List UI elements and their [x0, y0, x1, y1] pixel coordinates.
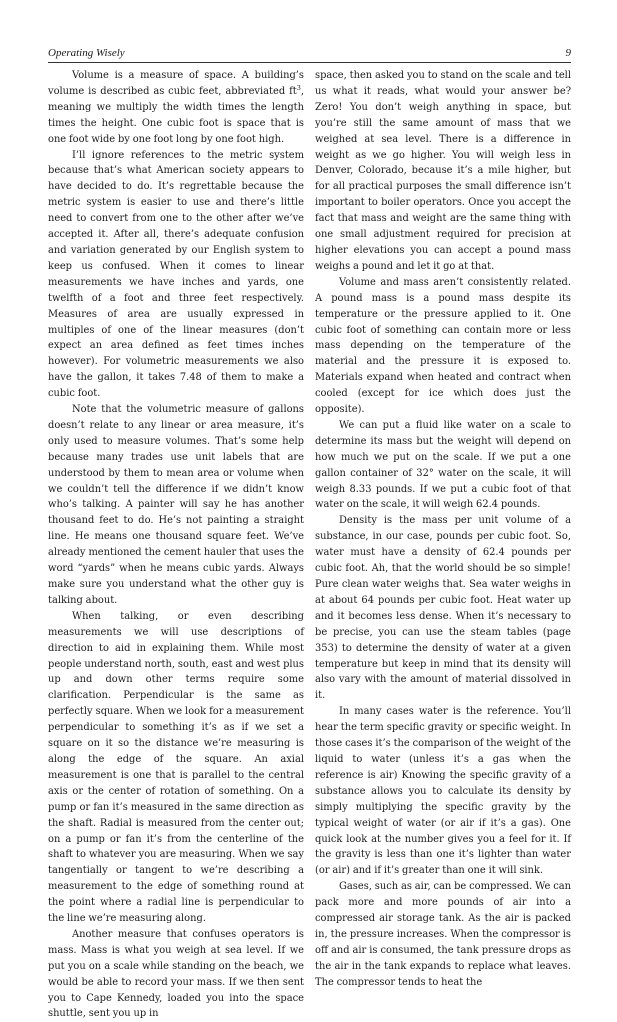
paragraph-water-on-scale: We can put a fluid like water on a scale to determine its mass but the weight will depend on how much we put on the scale. If we put a one gallon container of 32° water on the scale, it will weigh 8.33 pounds. If we put a cubic foot of that water on the scale, it will weigh 62.4 pounds.: [315, 419, 571, 511]
superscript-exponent: 3: [296, 83, 301, 92]
running-header: [48, 47, 571, 63]
header-rule: [48, 62, 571, 63]
paragraph-specific-gravity: In many cases water is the reference. You’ll hear the term specific gravity or specific weight. In those cases it’s the comparison of the weight of the liquid to water (unless it’s a gas when the reference is air) Knowing the specific gravity of a substance allows you to calculate its density by simply multiplying the specific gravity by the typical weight of water (or air if it’s a gas). One quick look at the number gives you a feel for it. If the gravity is less than one it’s lighter than water (or air) and if it’s greater than one it will sink.: [315, 706, 571, 877]
paragraph-mass-intro: Another measure that confuses operators is mass. Mass is what you weigh at sea level. If we put you on a scale while standing on the beach, we would be able to record your mass. If we then sent you to Cape Kennedy, loaded you into the space shuttle, sent you up in: [48, 928, 304, 1020]
paragraph-metric-system: I’ll ignore references to the metric system because that’s what American society appears to have decided to do. It’s regrettable because the metric system is easier to use and there’s little need to convert from one to the other after we’ve accepted it. After all, there’s adequate confusion and variation generated by our English system to keep us confused. When it comes to linear measurements we have inches and yards, one twelfth of a foot and three feet respectively. Measures of area are usually expressed in multiples of one of the linear measures (don’t expect an area defined as feet times inches however). For volumetric measurements we also have the gallon, it takes 7.48 of them to make a cubic foot.: [48, 149, 304, 400]
paragraph-density: Density is the mass per unit volume of a substance, in our case, pounds per cubic foot. So, water must have a density of 62.4 pounds per cubic foot. Ah, that the world should be so simple! Pure clean water weighs that. Sea water weighs in at about 64 pounds per cubic foot. Heat water up and it becomes less dense. When it’s necessary to be precise, you can use the steam tables (page 353) to determine the density of water at a given temperature but keep in mind that its density will also vary with the amount of material dissolved in it.: [315, 515, 571, 702]
paragraph-gallons: Note that the volumetric measure of gallons doesn’t relate to any linear or area measure, it’s only used to measure volumes. That’s some help because many trades use unit labels that are understood by them to mean area or volume when we couldn’t tell the difference if we didn’t know who’s talking. A painter will say he has another thousand feet to do. He’s not painting a straight line. He means one thousand square feet. We’ve already mentioned the cement hauler that uses the word “yards” when he means cubic yards. Always make sure you understand what the other guy is talking about.: [48, 404, 304, 606]
right-column: [315, 68, 571, 991]
paragraph-volume-definition: Volume is a measure of space. A building’s volume is described as cubic feet, abbreviated $ft^3$, meaning we multiply the width times the length times the height. One cubic foot is space that is one foot wide by one foot long by one foot high.: [48, 70, 304, 145]
paragraph-volume-and-mass: Volume and mass aren’t consistently related. A pound mass is a pound mass despite its temperature or the pressure applied to it. One cubic foot of something can contain more or less mass depending on the temperature of the material and the pressure it is exposed to. Materials expand when heated and contract when cooled (except for ice which does just the opposite).: [315, 276, 571, 416]
page-number: 9: [565, 47, 571, 59]
paragraph-compressed-gases: Gases, such as air, can be compressed. We can pack more and more pounds of air into a compressed air storage tank. As the air is packed in, the pressure increases. When the compressor is off and air is consumed, the tank pressure drops as the air in the tank expands to replace what leaves. The compressor tends to heat the: [315, 881, 571, 988]
paragraph-mass-continued: space, then asked you to stand on the scale and tell us what it reads, what would your answer be? Zero! You don’t weigh anything in space, but you’re still the same amount of mass that we weighed at sea level. There is a difference in weight as we go higher. You will weigh less in Denver, Colorado, because it’s a mile higher, but for all practical purposes the small difference isn’t important to boiler operators. Once you accept the fact that mass and weight are the same thing with one small adjustment required for precision at higher elevations you can accept a pound mass weighs a pound and let it go at that.: [315, 70, 571, 272]
paragraph-directions: When talking, or even describing measurements we will use descriptions of direction to aid in explaining them. While most people understand north, south, east and west plus up and down other terms require some clarification. Perpendicular is the same as perfectly square. When we look for a measurement perpendicular to something it’s as if we set a square on it so the distance we’re measuring is along the edge of the square. An axial measurement is one that is parallel to the central axis or the center of rotation of something. On a pump or fan it’s measured in the same direction as the shaft. Radial is measured from the center out; on a pump or fan it’s from the centerline of the shaft to whatever you are measuring. When we say tangentially or tangent to we’re describing a measurement to the edge of something round at the point where a radial line is perpendicular to the line we’re measuring along.: [48, 610, 304, 925]
left-column: [48, 68, 304, 1022]
running-header-title: Operating Wisely: [48, 47, 125, 59]
